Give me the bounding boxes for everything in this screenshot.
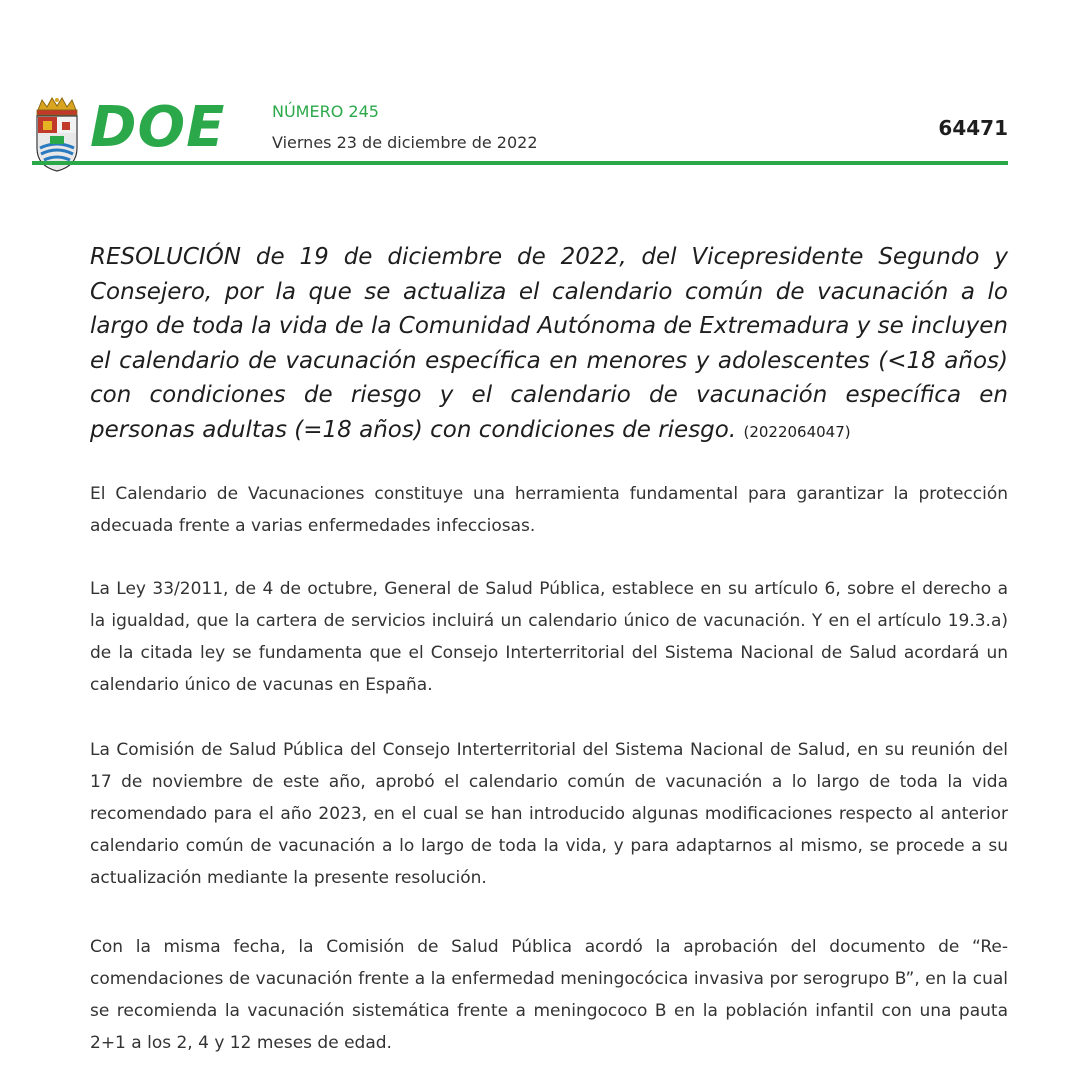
doe-logo: DOE: [90, 95, 226, 160]
header-divider: [32, 161, 1008, 165]
doe-header: [32, 96, 1008, 170]
issue-date: Viernes 23 de diciembre de 2022: [272, 133, 538, 152]
resolution-title-text: RESOLUCIÓN de 19 de diciembre de 2022, del Vicepresidente Segundo y Consejero, por la que se actualiza el calendario común de vacunación a lo largo de toda la vida de la Comunidad Autónoma de Extremadura y se incluyen el calendario de vacunación específica en menores y adolescentes (<18 años) con condiciones de riesgo y el calendario de vacunación específica en personas adultas (=18 años) con condiciones de riesgo.: [90, 244, 1008, 443]
body-paragraph: La Ley 33/2011, de 4 de octubre, General de Salud Pública, establece en su artículo 6, sobre el derecho a la igualdad, que la cartera de servicios incluirá un calendario único de vacunación. Y en el artículo 19.3.a) de la citada ley se fundamenta que el Consejo Interterritorial del Sistema Nacional de Salud acordará un calendario único de vacunas en España.: [90, 579, 1008, 695]
body-paragraph: Con la misma fecha, la Comisión de Salud Pública acordó la aprobación del documento de “Recomendaciones de vacunación frente a la enfermedad meningocócica invasiva por serogrupo B”, en la cual se recomienda la vacunación sistemática frente a meningococo B en la población infantil con una pauta 2+1 a los 2, 4 y 12 meses de edad.: [90, 937, 1008, 1053]
issue-number: NÚMERO 245: [272, 102, 379, 121]
resolution-title: [90, 240, 1008, 449]
body-paragraph: La Comisión de Salud Pública del Consejo Interterritorial del Sistema Nacional de Salud, en su reunión del 17 de noviembre de este año, aprobó el calendario común de vacunación a lo largo de toda la vida recomendado para el año 2023, en el cual se han introducido algunas modificaciones respecto al anterior calendario común de vacunación a lo largo de toda la vida, y para adaptarnos al mismo, se procede a su actualización mediante la presente resolución.: [90, 740, 1008, 888]
page-number: 64471: [938, 116, 1008, 140]
resolution-reference: (2022064047): [743, 422, 851, 441]
body-paragraph: El Calendario de Vacunaciones constituye una herramienta fundamental para garantizar la protección adecuada frente a varias enfermedades infecciosas.: [90, 484, 1008, 536]
